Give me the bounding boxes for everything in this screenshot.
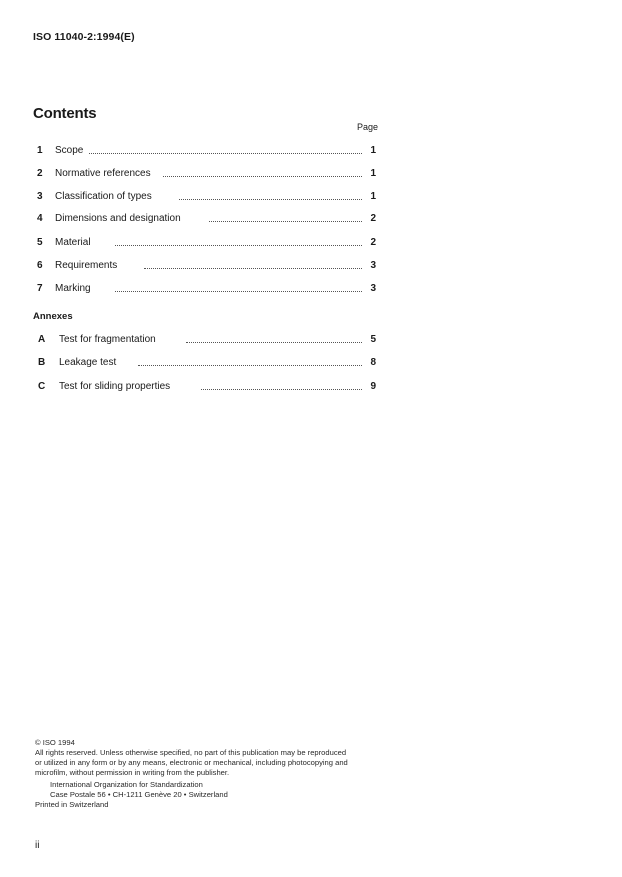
annex-letter: C [38,381,46,392]
page-number: ii [35,840,40,851]
printed-in: Printed in Switzerland [35,800,109,809]
annex-page: 8 [370,357,376,368]
dot-leader [179,199,362,200]
annex-entry-a[interactable] [33,333,380,347]
page-column-label: Page [357,122,379,132]
copyright-notice [35,738,385,810]
toc-entry-title: Scope [55,145,84,156]
toc-entry-page: 1 [370,191,376,202]
dot-leader [115,291,362,292]
toc-entry-title: Material [55,237,91,248]
annex-letter: A [38,334,46,345]
dot-leader [144,268,362,269]
toc-entry-title: Requirements [55,260,118,271]
toc-entry-number: 7 [37,283,43,294]
copyright-line: © ISO 1994 [35,738,75,747]
annex-entry-c[interactable] [33,380,380,394]
document-id: ISO 11040-2:1994(E) [33,31,135,43]
toc-entry-normative-references[interactable] [33,167,380,181]
toc-entry-requirements[interactable] [33,259,380,273]
dot-leader [115,245,362,246]
toc-entry-marking[interactable] [33,282,380,296]
annex-letter: B [38,357,46,368]
annex-entry-b[interactable] [33,356,380,370]
toc-entry-number: 5 [37,237,43,248]
toc-entry-title: Classification of types [55,191,152,202]
dot-leader [201,389,362,390]
toc-entry-page: 1 [370,168,376,179]
annex-title: Test for sliding properties [59,381,171,392]
annex-title: Test for fragmentation [59,334,156,345]
toc-entry-page: 2 [370,237,376,248]
toc-entry-number: 3 [37,191,43,202]
publisher-name: International Organization for Standardization [50,780,203,789]
annex-page: 9 [370,381,376,392]
rights-statement-line: All rights reserved. Unless otherwise specified, no part of this publication may be reproduced [35,748,347,757]
toc-entry-title: Dimensions and designation [55,213,181,224]
toc-entry-classification-of-types[interactable] [33,190,380,204]
toc-entry-number: 6 [37,260,43,271]
annex-title: Leakage test [59,357,117,368]
toc-entry-title: Marking [55,283,91,294]
toc-entry-page: 1 [370,145,376,156]
dot-leader [138,365,362,366]
toc-entry-number: 4 [37,213,43,224]
rights-statement-line: or utilized in any form or by any means, electronic or mechanical, including photocopying and [35,758,348,767]
dot-leader [163,176,362,177]
dot-leader [89,153,362,154]
contents-title: Contents [33,105,97,122]
toc-entry-dimensions-and-designation[interactable] [33,212,380,226]
toc-entry-page: 3 [370,260,376,271]
toc-entry-material[interactable] [33,236,380,250]
publisher-address: Case Postale 56 • CH-1211 Genève 20 • Switzerland [50,790,228,799]
dot-leader [186,342,362,343]
rights-statement-line: microfilm, without permission in writing from the publisher. [35,768,230,777]
toc-entry-number: 1 [37,145,43,156]
annexes-heading: Annexes [33,311,73,322]
toc-entry-title: Normative references [55,168,151,179]
toc-entry-number: 2 [37,168,43,179]
dot-leader [209,221,362,222]
toc-entry-page: 3 [370,283,376,294]
toc-entry-page: 2 [370,213,376,224]
toc-entry-scope[interactable] [33,144,380,158]
annex-page: 5 [370,334,376,345]
